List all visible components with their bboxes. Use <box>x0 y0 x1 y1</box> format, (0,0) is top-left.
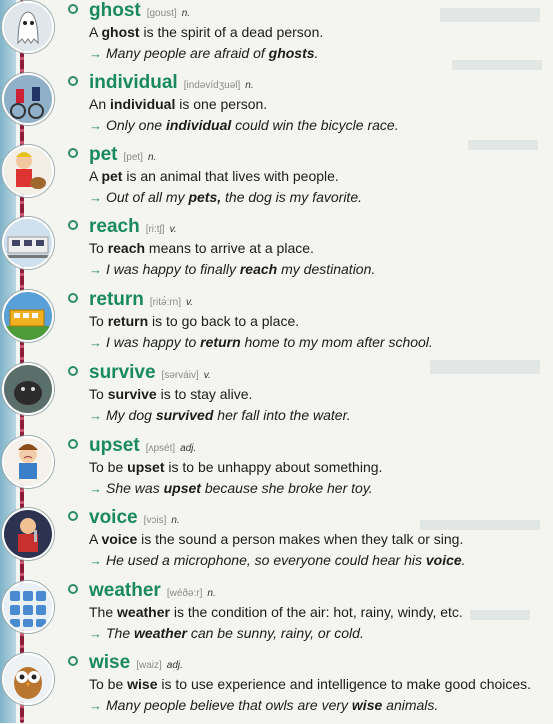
example-text: The <box>106 625 135 641</box>
example-sentence <box>89 45 318 61</box>
definition-text: is an animal that lives with people. <box>122 168 339 184</box>
headword: wise <box>89 652 131 673</box>
part-of-speech: adj. <box>166 660 183 671</box>
arrow-right-icon: → <box>89 626 102 641</box>
pronunciation: [sərváiv] <box>161 370 199 381</box>
example-sentence <box>89 407 351 423</box>
definition-text: A <box>89 168 102 184</box>
definition-text: A <box>89 24 102 40</box>
definition <box>89 531 463 547</box>
headword: reach <box>89 216 140 237</box>
bullet-icon <box>68 293 78 303</box>
bullet-icon <box>68 584 78 594</box>
example-text: Out of all my <box>106 189 189 205</box>
part-of-speech: n. <box>245 80 254 91</box>
definition-text: To <box>89 386 108 402</box>
headword: return <box>89 289 144 310</box>
definition <box>89 168 339 184</box>
arrow-right-icon: → <box>89 408 102 423</box>
bullet-icon <box>68 439 78 449</box>
definition <box>89 604 463 620</box>
definition-text: is the sound a person makes when they talk or sing. <box>137 531 464 547</box>
pronunciation: [goust] <box>146 8 177 19</box>
entry-reach <box>0 216 553 288</box>
example-text: the dog is my favorite. <box>221 189 362 205</box>
part-of-speech: v. <box>203 370 211 381</box>
example-text: can be sunny, rainy, or cold. <box>186 625 364 641</box>
pronunciation: [pet] <box>123 152 143 163</box>
example-sentence <box>89 625 364 641</box>
definition-keyword: weather <box>117 604 170 620</box>
definition-text: is to use experience and intelligence to make good choices. <box>157 676 532 692</box>
example-sentence <box>89 697 438 713</box>
pronunciation: [wéðə:r] <box>166 588 203 599</box>
definition-keyword: voice <box>101 531 138 547</box>
definition <box>89 240 314 256</box>
example-text: Many people are afraid of <box>106 45 269 61</box>
example-sentence <box>89 334 433 350</box>
definition <box>89 24 323 40</box>
example-keyword: pets, <box>188 189 222 205</box>
school-bus-icon <box>2 290 54 342</box>
entry-individual <box>0 72 553 144</box>
arrow-right-icon: → <box>89 481 102 496</box>
definition-keyword: return <box>107 313 149 329</box>
definition <box>89 676 531 692</box>
definition-text: To <box>89 240 108 256</box>
pronunciation: [waiz] <box>136 660 162 671</box>
headword: individual <box>89 72 178 93</box>
example-keyword: return <box>200 334 241 350</box>
definition-keyword: survive <box>107 386 157 402</box>
part-of-speech: v. <box>169 224 177 235</box>
entry-voice <box>0 507 553 579</box>
example-text: because she broke her toy. <box>200 480 373 496</box>
bullet-icon <box>68 220 78 230</box>
example-text: Only one <box>106 117 166 133</box>
example-text: her fall into the water. <box>213 407 351 423</box>
pronunciation: [vɔis] <box>143 515 167 526</box>
definition-text: To be <box>89 676 128 692</box>
part-of-speech: n. <box>147 152 157 163</box>
entry-ghost <box>0 0 553 72</box>
definition-keyword: reach <box>107 240 146 256</box>
bullet-icon <box>68 76 78 86</box>
upset-girl-icon <box>2 436 54 488</box>
example-text: . <box>314 45 319 61</box>
definition-text: An <box>89 96 111 112</box>
train-icon <box>2 217 54 269</box>
pronunciation: [ʌpsét] <box>145 443 176 454</box>
definition-text: is the condition of the air: hot, rainy, windy, etc. <box>169 604 463 620</box>
entry-return <box>0 289 553 361</box>
entry-heading <box>89 580 216 602</box>
bullet-icon <box>68 4 78 14</box>
example-text: Many people believe that owls are very <box>106 697 352 713</box>
entry-heading <box>89 362 211 384</box>
example-keyword: voice <box>425 552 462 568</box>
entry-heading <box>89 435 196 457</box>
example-text: I was happy to <box>106 334 201 350</box>
definition-text: is to be unhappy about something. <box>164 459 383 475</box>
boy-with-dog-icon <box>2 145 54 197</box>
part-of-speech: v. <box>186 297 194 308</box>
definition-keyword: pet <box>101 168 123 184</box>
entry-wise <box>0 652 553 724</box>
definition-text: is one person. <box>175 96 268 112</box>
definition <box>89 386 252 402</box>
example-text: home to my mom after school. <box>240 334 433 350</box>
arrow-right-icon: → <box>89 335 102 350</box>
cyclists-icon <box>2 73 54 125</box>
example-text: animals. <box>382 697 439 713</box>
example-sentence <box>89 480 373 496</box>
entry-upset <box>0 435 553 507</box>
definition-text: The <box>89 604 118 620</box>
example-keyword: survived <box>155 407 214 423</box>
example-text: . <box>461 552 466 568</box>
entry-heading <box>89 289 193 311</box>
definition <box>89 96 267 112</box>
arrow-right-icon: → <box>89 118 102 133</box>
entry-weather <box>0 580 553 652</box>
entry-survive <box>0 362 553 434</box>
owl-icon <box>2 653 54 705</box>
pronunciation: [ri:tʃ] <box>145 224 165 235</box>
definition-text: means to arrive at a place. <box>145 240 314 256</box>
entry-heading <box>89 652 183 674</box>
entry-heading <box>89 0 190 22</box>
headword: ghost <box>89 0 141 21</box>
part-of-speech: adj. <box>180 443 197 454</box>
definition-text: is to stay alive. <box>156 386 253 402</box>
example-text: He used a microphone, so everyone could hear his <box>106 552 426 568</box>
arrow-right-icon: → <box>89 698 102 713</box>
example-keyword: ghosts <box>268 45 315 61</box>
arrow-right-icon: → <box>89 262 102 277</box>
definition-text: To <box>89 313 108 329</box>
weather-icons-icon <box>2 581 54 633</box>
bullet-icon <box>68 148 78 158</box>
headword: upset <box>89 435 140 456</box>
example-keyword: weather <box>134 625 187 641</box>
bullet-icon <box>68 656 78 666</box>
singer-icon <box>2 508 54 560</box>
example-text: could win the bicycle race. <box>231 117 399 133</box>
part-of-speech: n. <box>207 588 216 599</box>
definition-text: is the spirit of a dead person. <box>139 24 324 40</box>
pronunciation: [indəvídʒuəl] <box>183 80 241 91</box>
definition <box>89 459 382 475</box>
example-sentence <box>89 261 375 277</box>
example-sentence <box>89 189 362 205</box>
headword: weather <box>89 580 161 601</box>
definition-keyword: wise <box>127 676 158 692</box>
example-sentence <box>89 117 399 133</box>
example-text: My dog <box>106 407 156 423</box>
definition-text: A <box>89 531 102 547</box>
example-sentence <box>89 552 466 568</box>
example-text: She was <box>106 480 164 496</box>
entry-pet <box>0 144 553 216</box>
entry-heading <box>89 216 177 238</box>
definition-text: is to go back to a place. <box>148 313 300 329</box>
part-of-speech: n. <box>181 8 191 19</box>
example-keyword: upset <box>163 480 201 496</box>
example-text: my destination. <box>277 261 376 277</box>
entry-heading <box>89 144 156 166</box>
arrow-right-icon: → <box>89 46 102 61</box>
bullet-icon <box>68 511 78 521</box>
example-keyword: wise <box>351 697 383 713</box>
wet-dog-icon <box>2 363 54 415</box>
headword: survive <box>89 362 156 383</box>
example-keyword: individual <box>165 117 232 133</box>
definition-text: To be <box>89 459 128 475</box>
example-keyword: reach <box>239 261 278 277</box>
definition <box>89 313 299 329</box>
definition-keyword: individual <box>110 96 176 112</box>
arrow-right-icon: → <box>89 553 102 568</box>
bullet-icon <box>68 366 78 376</box>
entry-heading <box>89 72 254 94</box>
part-of-speech: n. <box>171 515 180 526</box>
ghost-icon <box>2 1 54 53</box>
example-text: I was happy to finally <box>106 261 240 277</box>
arrow-right-icon: → <box>89 190 102 205</box>
pronunciation: [ritə́:rn] <box>149 297 182 308</box>
headword: voice <box>89 507 138 528</box>
entry-heading <box>89 507 180 529</box>
definition-keyword: upset <box>127 459 165 475</box>
definition-keyword: ghost <box>101 24 140 40</box>
headword: pet <box>89 144 118 165</box>
